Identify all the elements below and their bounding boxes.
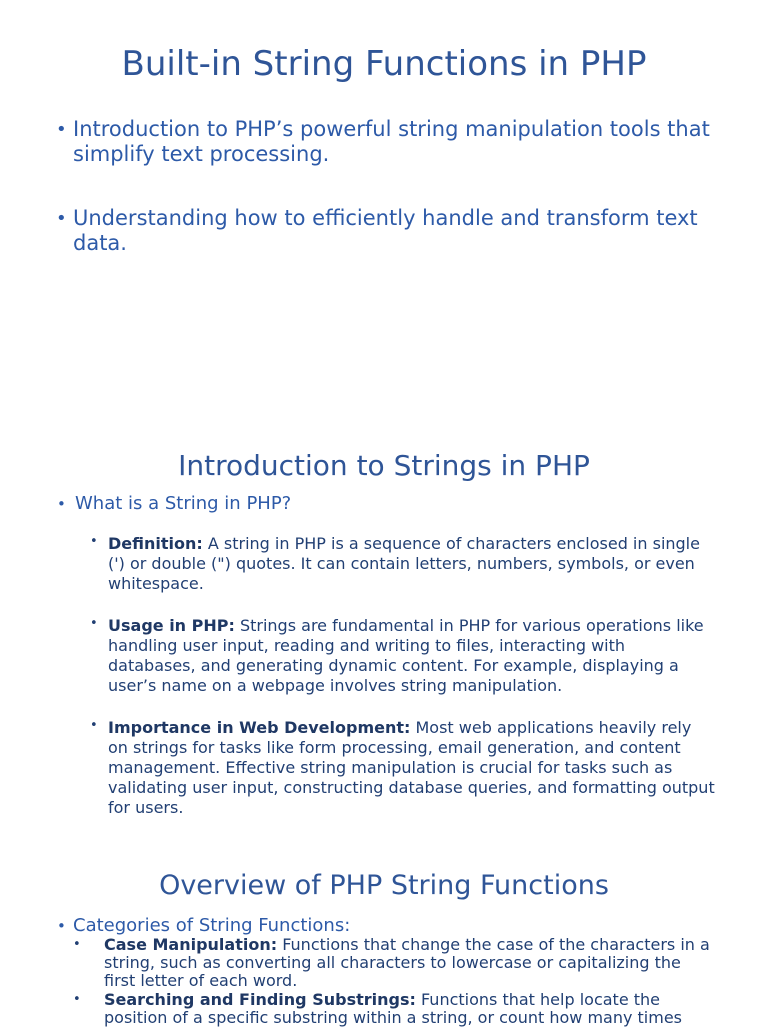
bullet-item <box>56 206 716 256</box>
bullet-glyph: • <box>90 718 98 733</box>
item-label: Case Manipulation: <box>104 935 278 954</box>
item-label: Importance in Web Development: <box>108 718 411 737</box>
item-label: Usage in PHP: <box>108 616 235 635</box>
bullet-glyph: • <box>57 917 66 935</box>
bullet-item <box>56 117 716 167</box>
bullet-glyph: • <box>90 534 98 549</box>
bullet-glyph: • <box>73 992 81 1007</box>
bullet-glyph: • <box>90 616 98 631</box>
subheading-bullet <box>57 915 717 937</box>
item-label: Searching and Finding Substrings: <box>104 990 416 1009</box>
list-item-text <box>104 936 713 990</box>
slide-title: Introduction to Strings in PHP <box>178 449 590 482</box>
subheading-text: What is a String in PHP? <box>75 493 292 514</box>
bullet-text: Introduction to PHP’s powerful string manipulation tools that simplify text processing. <box>73 117 710 166</box>
item-description: Most web applications heavily rely on strings for tasks like form processing, email generation, and content management. Effective string manipulation is crucial for tasks such as validating user input, constructing database queries, and formatting output for users. <box>108 718 715 817</box>
bullet-glyph: • <box>56 208 67 229</box>
bullet-text: Understanding how to efficiently handle and transform text data. <box>73 206 698 255</box>
slide-title: Overview of PHP String Functions <box>159 870 609 901</box>
list-item-text <box>108 534 715 594</box>
bullet-glyph: • <box>56 119 67 140</box>
slide-title: Built-in String Functions in PHP <box>121 44 647 84</box>
list-item-text <box>108 718 715 818</box>
list-item <box>90 534 715 594</box>
subheading-text: Categories of String Functions: <box>73 915 351 936</box>
subheading-bullet <box>57 492 717 516</box>
list-item <box>73 991 713 1027</box>
list-item <box>90 718 715 818</box>
bullet-glyph: • <box>73 937 81 952</box>
list-item-text <box>108 616 715 696</box>
item-description: Functions that help locate the position of a specific substring within a string, or count how many times <box>104 990 683 1027</box>
bullet-glyph: • <box>57 495 66 513</box>
list-item-text <box>104 991 713 1027</box>
item-description: Strings are fundamental in PHP for various operations like handling user input, reading and writing to files, interacting with databases, and generating dynamic content. For example, displaying a user’s name on a webpage involves string manipulation. <box>108 616 704 695</box>
list-item <box>90 616 715 696</box>
list-item <box>73 936 713 990</box>
item-description: A string in PHP is a sequence of characters enclosed in single (') or double (") quotes. It can contain letters, numbers, symbols, or even whitespace. <box>108 534 700 593</box>
item-label: Definition: <box>108 534 203 553</box>
item-description: Functions that change the case of the characters in a string, such as converting all characters to lowercase or capitalizing the first letter of each word. <box>104 935 710 990</box>
